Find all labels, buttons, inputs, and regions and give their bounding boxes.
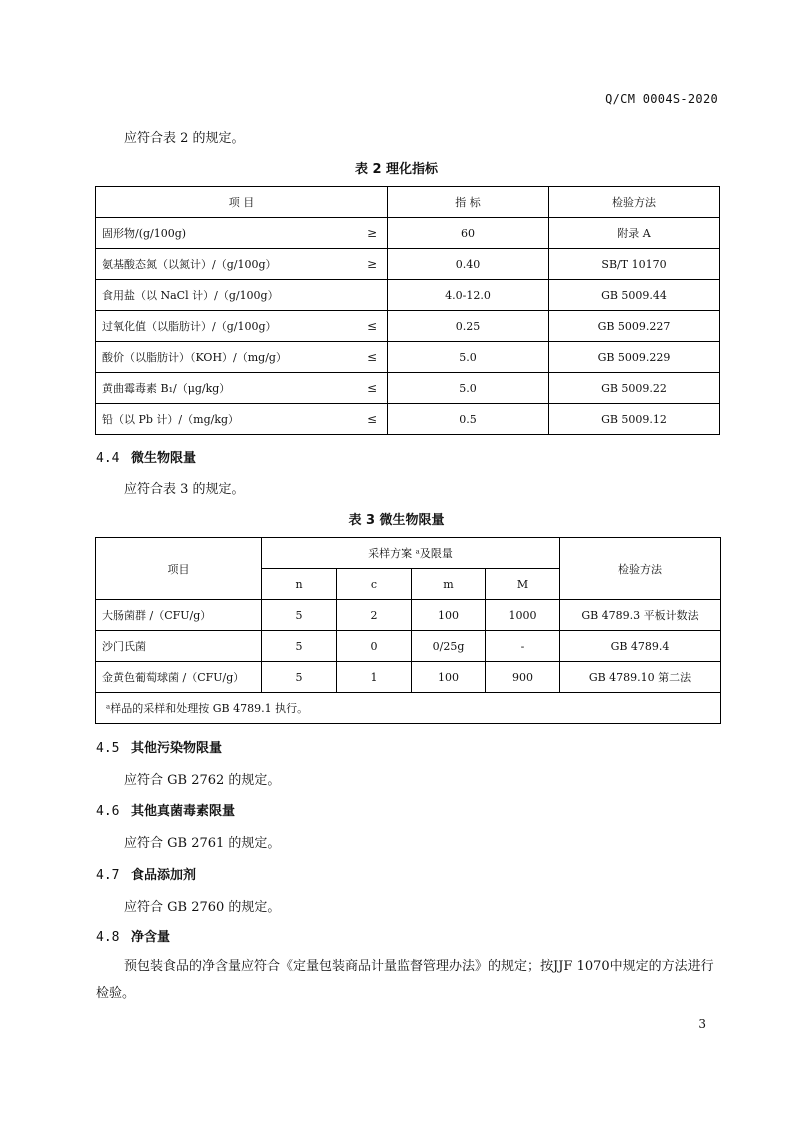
comparison-symbol: ≤	[366, 381, 377, 395]
table3-reference-text: 应符合表 3 的规定。	[124, 482, 245, 497]
header-method: 检验方法	[549, 187, 720, 218]
row-m: 100	[412, 600, 486, 631]
row-item: 酸价（以脂肪计）（KOH）/（mg/g）	[102, 351, 287, 364]
row-value: 0.40	[388, 249, 549, 280]
row-item: 黄曲霉毒素 B₁/（μg/kg）	[102, 382, 231, 395]
section-heading-4-7	[96, 864, 196, 883]
section-title: 净含量	[131, 930, 171, 945]
row-m: 0/25g	[412, 631, 486, 662]
table-row	[96, 280, 720, 311]
row-item: 食用盐（以 NaCl 计）/（g/100g）	[102, 289, 279, 302]
row-method: GB 5009.22	[549, 373, 720, 404]
section-title: 其他真菌毒素限量	[131, 804, 236, 819]
row-M: 900	[486, 662, 560, 693]
row-value: 4.0-12.0	[388, 280, 549, 311]
table2-caption: 表 2 理化指标	[354, 162, 439, 177]
row-item: 固形物/(g/100g)	[102, 227, 187, 240]
row-n: 5	[262, 600, 337, 631]
row-item: 金黄色葡萄球菌 /（CFU/g）	[96, 662, 262, 693]
row-n: 5	[262, 662, 337, 693]
section-number: 4.4	[96, 451, 120, 466]
table-row	[96, 631, 721, 662]
section-body-4-5: 应符合 GB 2762 的规定。	[124, 773, 281, 788]
row-value: 0.5	[388, 404, 549, 435]
table-row	[96, 311, 720, 342]
table2-reference-text: 应符合表 2 的规定。	[124, 131, 245, 146]
row-item: 铅（以 Pb 计）/（mg/kg）	[102, 413, 240, 426]
row-c: 2	[337, 600, 412, 631]
row-method: GB 4789.4	[560, 631, 721, 662]
subheader-M: M	[486, 569, 560, 600]
row-value: 5.0	[388, 373, 549, 404]
document-id: Q/CM 0004S-2020	[605, 92, 718, 106]
comparison-symbol: ≤	[366, 350, 377, 364]
table-row	[96, 218, 720, 249]
section-title: 微生物限量	[131, 451, 197, 466]
row-M: 1000	[486, 600, 560, 631]
subheader-m: m	[412, 569, 486, 600]
row-n: 5	[262, 631, 337, 662]
header-index: 指 标	[388, 187, 549, 218]
row-c: 0	[337, 631, 412, 662]
row-method: GB 5009.227	[549, 311, 720, 342]
header-item: 项目	[96, 538, 262, 600]
table-note-row	[96, 693, 721, 724]
section-body-4-8: 预包装食品的净含量应符合《定量包装商品计量监督管理办法》的规定；按JJF 1070中规定的方法进行检验。	[96, 959, 714, 1001]
comparison-symbol: ≥	[366, 226, 377, 240]
row-value: 0.25	[388, 311, 549, 342]
row-item: 氨基酸态氮（以氮计）/（g/100g）	[102, 258, 277, 271]
section-title: 食品添加剂	[131, 868, 197, 883]
table-row	[96, 662, 721, 693]
subheader-n: n	[262, 569, 337, 600]
section-heading-4-4	[96, 447, 196, 466]
table-row	[96, 342, 720, 373]
table-header-row	[96, 538, 721, 569]
section-number: 4.6	[96, 804, 120, 819]
row-method: GB 5009.229	[549, 342, 720, 373]
table-row	[96, 404, 720, 435]
section-heading-4-6	[96, 800, 235, 819]
section-number: 4.5	[96, 741, 120, 756]
section-heading-4-8	[96, 926, 170, 945]
subheader-c: c	[337, 569, 412, 600]
page-number: 3	[698, 1017, 706, 1031]
row-method: GB 5009.12	[549, 404, 720, 435]
microbial-limits-table	[95, 537, 721, 724]
section-number: 4.7	[96, 868, 120, 883]
section-body-4-7: 应符合 GB 2760 的规定。	[124, 900, 281, 915]
table-row	[96, 600, 721, 631]
table3-caption: 表 3 微生物限量	[348, 513, 445, 528]
table-header-row	[96, 187, 720, 218]
table-row	[96, 249, 720, 280]
row-method: GB 5009.44	[549, 280, 720, 311]
row-value: 5.0	[388, 342, 549, 373]
section-number: 4.8	[96, 930, 120, 945]
row-method: GB 4789.3 平板计数法	[560, 600, 721, 631]
physicochemical-table	[95, 186, 720, 435]
section-body-4-6: 应符合 GB 2761 的规定。	[124, 836, 281, 851]
section-heading-4-5	[96, 737, 222, 756]
row-item: 过氧化值（以脂肪计）/（g/100g）	[102, 320, 277, 333]
row-c: 1	[337, 662, 412, 693]
row-item: 大肠菌群 /（CFU/g）	[96, 600, 262, 631]
comparison-symbol: ≥	[366, 257, 377, 271]
row-M: -	[486, 631, 560, 662]
row-method: 附录 A	[549, 218, 720, 249]
header-method: 检验方法	[560, 538, 721, 600]
section-title: 其他污染物限量	[131, 741, 223, 756]
row-method: SB/T 10170	[549, 249, 720, 280]
comparison-symbol: ≤	[366, 412, 377, 426]
table-row	[96, 373, 720, 404]
header-sampling-plan: 采样方案 ᵃ及限量	[262, 538, 560, 569]
header-item: 项 目	[96, 187, 388, 218]
row-m: 100	[412, 662, 486, 693]
row-value: 60	[388, 218, 549, 249]
table-footnote: ᵃ样品的采样和处理按 GB 4789.1 执行。	[96, 693, 721, 724]
row-item: 沙门氏菌	[96, 631, 262, 662]
row-method: GB 4789.10 第二法	[560, 662, 721, 693]
comparison-symbol: ≤	[366, 319, 377, 333]
